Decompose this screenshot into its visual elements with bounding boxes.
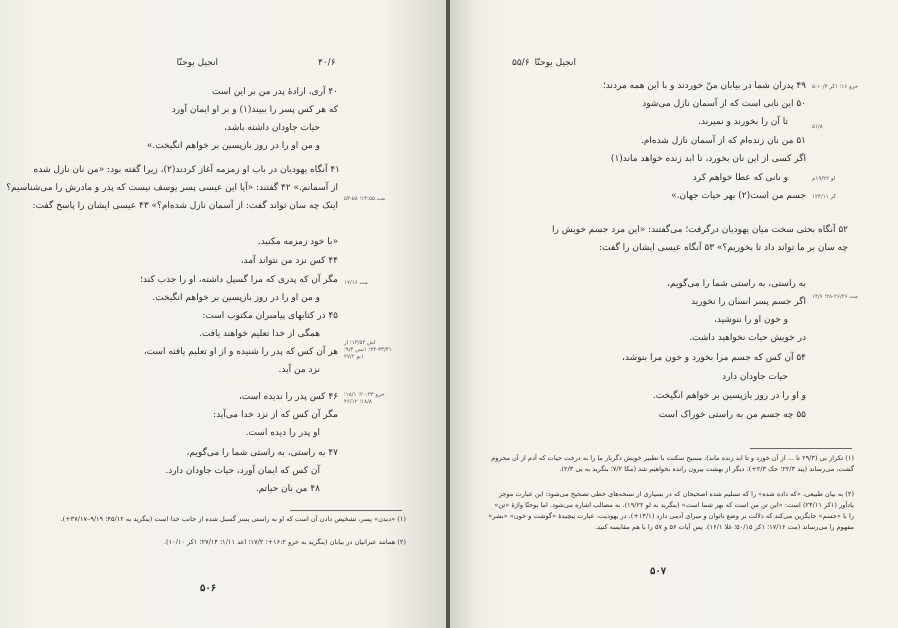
left-margin-ref-1: مت ۱۳:۵۵؛ ۵۸-۵۴ <box>344 196 385 202</box>
left-footnote-rule <box>290 510 402 511</box>
left-page <box>0 0 446 628</box>
right-line-2: ۵۰ این نانی است که از آسمان نازل می‌شود <box>642 99 806 109</box>
left-line-2: که هر کس پسر را ببیند(۱) و بر او ایمان آورد <box>171 105 338 115</box>
left-footnote-1: (۱) «دیدن» پسر، تشخیص دادن آن است که او به راستی پسر گسیل شده از جانب خدا است (بنگرید به ۴۵/۱۲؛ ۹/۱۹–۳۷/۱۷+). <box>60 515 406 523</box>
right-footnote-2: (۲) به بیان طبیعی، «که داده شده» را که تسلیم شده اصحیحان که در بسیاری از نسخه‌های خطی تصحیح می‌شود: این عبارت موجز یادآور (۱کر ۲۴/۱۱) است: «این تن من است که بهر شما است» (بنگرید به لو ۱۹/۲۲). به مصالب اشاره می‌شود. اما یوحنّا واژهٔ «تن» را با «جسم» جایگزین می‌کند که دلالت بر وضع ناتوان و میرای آدمی دارد (۱۴/۱+). در یهودیت، عبارت پیچیدهٔ «گوشت و خون» «بشر» مفهوم را می‌رساند (مت ۱۷/۱۶؛ ۱کر ۵۰/۱۵؛ غلا ۱۶/۱). پس آیات ۵۶ و ۵۷ را با هم مقایسه کنید. <box>488 490 854 531</box>
right-margin-ref-2: ۵۱/۸ <box>812 124 823 130</box>
right-footnote-rule <box>750 448 852 449</box>
right-line-6: و نانی که عطا خواهم کرد <box>692 173 788 183</box>
right-line-14: ۵۴ آن کس که جسم مرا بخورد و خون مرا بنوشد، <box>622 353 806 363</box>
right-header-ref: ۵۵/۶ <box>512 58 530 68</box>
right-line-7: جسم من است(۲) بهر حیات جهان.» <box>671 191 806 201</box>
left-margin-ref-2: مت ۱۷/۱۶ <box>344 280 368 286</box>
right-line-12: و خون او را ننوشید، <box>713 315 788 325</box>
left-line-11: و من او را در روز بازپسین بر خواهم انگیخت. <box>152 293 320 303</box>
left-line-4: و من او را در روز بازپسین بر خواهم انگیخت.» <box>146 141 320 151</box>
left-line-12: ۴۵ در کتابهای پیامبران مکتوب است: <box>202 311 338 321</box>
right-header-title: انجیل یوحنّا <box>534 58 576 68</box>
right-page <box>450 0 898 628</box>
left-footnote-2: (۲) همانند عبرانیان در بیابان (بنگرید به خرو ۱۶:۲+؛ ۱۷/۲؛ اعد ۱/۱۱؛ ۲۷/۱۴؛ ۱کر ۱۰/۱۰). <box>163 538 406 546</box>
left-line-1: ۴۰ آری، ارادهٔ پدر من بر این است <box>211 87 338 97</box>
left-line-14: هر آن کس که پدر را شنیده و از او تعلیم یافته است، <box>143 347 338 357</box>
right-line-5: اگر کسی از این نان بخورد، تا ابد زنده خواهد ماند(۱) <box>610 154 806 164</box>
right-line-16: و او را در روز بازپسین بر خواهم انگیخت. <box>652 391 806 401</box>
left-line-5: ۴۱ آنگاه یهودیان در باب او زمزمه آغاز کردند(۲)، زیرا گفته بود: «من نان نازل شده <box>33 165 340 175</box>
left-line-20: آن کس که ایمان آورد، حیات جاودان دارد. <box>165 466 320 476</box>
right-line-4: ۵۱ من نان زنده‌ام که از آسمان نازل شده‌ام. <box>640 136 806 146</box>
left-margin-ref-4: خرو ۲۰:۳۳؛ ۱۸/۱؛ ۱۸/۸؛ ۴۶/۱۲ <box>344 392 385 405</box>
right-footnote-1: (۱) تکرار بی (۲۹/۳ تا ... از آن خورد و تا ابد زنده ماند)، مسیح سکنت با تطبیر خویش دگربار ما را به درخت حیات که آدم از آن محروم گشت، می‌رساند (پید ۲۲/۳؛ حک ۲/۳+). دیگر از بهشت بیرون رانده نخواهیم شد (مکا ۷/۲؛ بنگرید به پی ۲/۳). <box>491 454 854 473</box>
right-margin-ref-5: مت ۲۶/۲۶-۲۸؛ ۱۴/۶ <box>812 294 858 300</box>
left-margin-ref-3: اش ۱۳/۵۴؛ ار ۳۳/۳۱-۳۴؛ ۱تس ۹/۴؛ ۱یو ۲۷/۲ <box>344 340 392 360</box>
left-line-15: نزد من آید. <box>278 365 320 375</box>
left-line-16: ۴۶ کس پدر را ندیده است، <box>238 392 338 402</box>
left-line-18: او پدر را دیده است. <box>245 428 320 438</box>
left-line-8: «با خود زمزمه مکنید. <box>257 237 338 247</box>
left-line-10: مگر آن که پدری که مرا گسیل داشته، او را جذب کند؛ <box>140 275 338 285</box>
left-header-ref: ۴۰/۶ <box>318 58 336 68</box>
right-line-9: چه سان بر ما تواند داد تا بخوریم؟» ۵۳ آنگاه عیسی ایشان را گفت: <box>599 243 848 253</box>
left-line-6: از آسمانم.» ۴۲ گفتند: «آیا این عیسی پسر یوسف نیست که پدر و مادرش را می‌شناسیم؟ <box>6 183 338 193</box>
left-line-3: حیات جاودان داشته باشد، <box>224 123 320 133</box>
right-margin-ref-4: ۱کر ۲۴/۱۱ <box>812 194 837 200</box>
left-page-number: ۵۰۶ <box>200 583 217 594</box>
left-header-title: انجیل یوحنّا <box>176 58 218 68</box>
right-margin-ref-3: لو ۱۹/۲۲م <box>812 176 836 182</box>
right-line-8: ۵۲ آنگاه بحثی سخت میان یهودیان درگرفت؛ می‌گفتند: «این مرد جسم خویش را <box>552 225 848 235</box>
right-line-11: اگر جسم پسر انسان را نخورید <box>691 297 806 307</box>
right-line-17: ۵۵ چه جسم من به راستی خوراک است <box>658 410 806 420</box>
left-line-7: اینک چه سان تواند گفت: از آسمان نازل شده‌ام؟» ۴۳ عیسی ایشان را پاسخ گفت: <box>32 201 338 211</box>
left-line-13: همگی از خدا تعلیم خواهند یافت. <box>198 329 320 339</box>
left-line-17: مگر آن کس که از نزد خدا می‌آید: <box>213 410 338 420</box>
right-line-3: تا آن را بخورند و نمیرند. <box>698 117 788 127</box>
left-line-9: ۴۴ کس نزد من نتواند آمد، <box>240 256 338 266</box>
right-line-13: در خویش حیات نخواهید داشت. <box>689 333 806 343</box>
right-page-number: ۵۰۷ <box>650 566 667 577</box>
left-line-19: ۴۷ به راستی، به راستی شما را می‌گویم، <box>186 448 338 458</box>
right-line-10: به راستی، به راستی شما را می‌گویم، <box>667 279 806 289</box>
right-line-15: حیات جاودان دارد <box>722 372 788 382</box>
right-line-1: ۴۹ پدران شما در بیابان منّ خوردند و با این همه مردند؛ <box>602 81 806 91</box>
left-line-21: ۴۸ من نان حیاتم. <box>255 484 320 494</box>
right-margin-ref-1: خرو ۱۶؛ ۱کر ۱۰/۳-۵ <box>812 84 859 90</box>
